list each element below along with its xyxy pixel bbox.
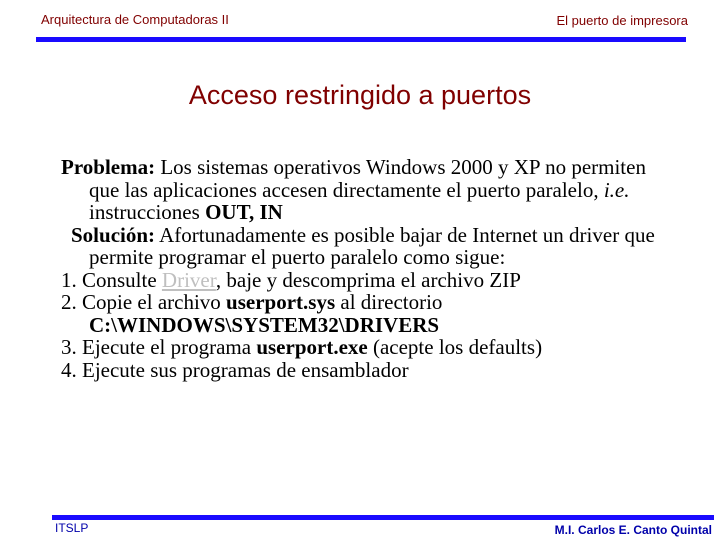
step-3	[61, 336, 671, 359]
step-2	[61, 291, 671, 336]
problem-instructions: OUT, IN	[205, 200, 283, 224]
footer-institution: ITSLP	[55, 521, 89, 535]
problem-text-2: instrucciones	[89, 200, 206, 224]
step-1-prefix: 1. Consulte	[61, 267, 162, 292]
problem-ie: i.e.	[603, 177, 630, 202]
step-4: 4. Ejecute sus programas de ensamblador	[61, 357, 409, 382]
header-course: Arquitectura de Computadoras II	[41, 12, 229, 27]
step-1-suffix: , baje y descomprima el archivo ZIP	[215, 267, 521, 292]
slide-body	[61, 156, 671, 381]
step-3-suffix: (acepte los defaults)	[367, 335, 543, 359]
top-divider	[36, 37, 686, 42]
bottom-divider	[52, 515, 714, 520]
solution-text: Afortunadamente es posible bajar de Internet un driver que permite programar el puerto paralelo como sigue:	[89, 222, 655, 269]
step-2-prefix: 2. Copie el archivo	[61, 290, 227, 314]
header-topic: El puerto de impresora	[556, 13, 688, 28]
footer-author: M.I. Carlos E. Canto Quintal	[554, 523, 712, 537]
step-2-file: userport.sys	[226, 290, 336, 314]
step-3-prefix: 3. Ejecute el programa	[61, 335, 257, 359]
slide-title: Acceso restringido a puertos	[188, 80, 532, 110]
step-1	[61, 269, 671, 292]
problem-text-1: Los sistemas operativos Windows 2000 y XP no permiten que las aplicaciones accesen directamente el puerto paralelo,	[89, 155, 646, 202]
step-2-suffix: al directorio	[335, 290, 443, 314]
solution-label: Solución:	[71, 222, 156, 247]
problem-label: Problema:	[61, 155, 156, 179]
step-2-path: C:\WINDOWS\SYSTEM32\DRIVERS	[89, 312, 440, 337]
solution-paragraph	[61, 224, 671, 269]
step-3-file: userport.exe	[256, 335, 368, 359]
driver-link[interactable]: Driver	[161, 267, 216, 292]
problem-paragraph	[61, 156, 671, 224]
